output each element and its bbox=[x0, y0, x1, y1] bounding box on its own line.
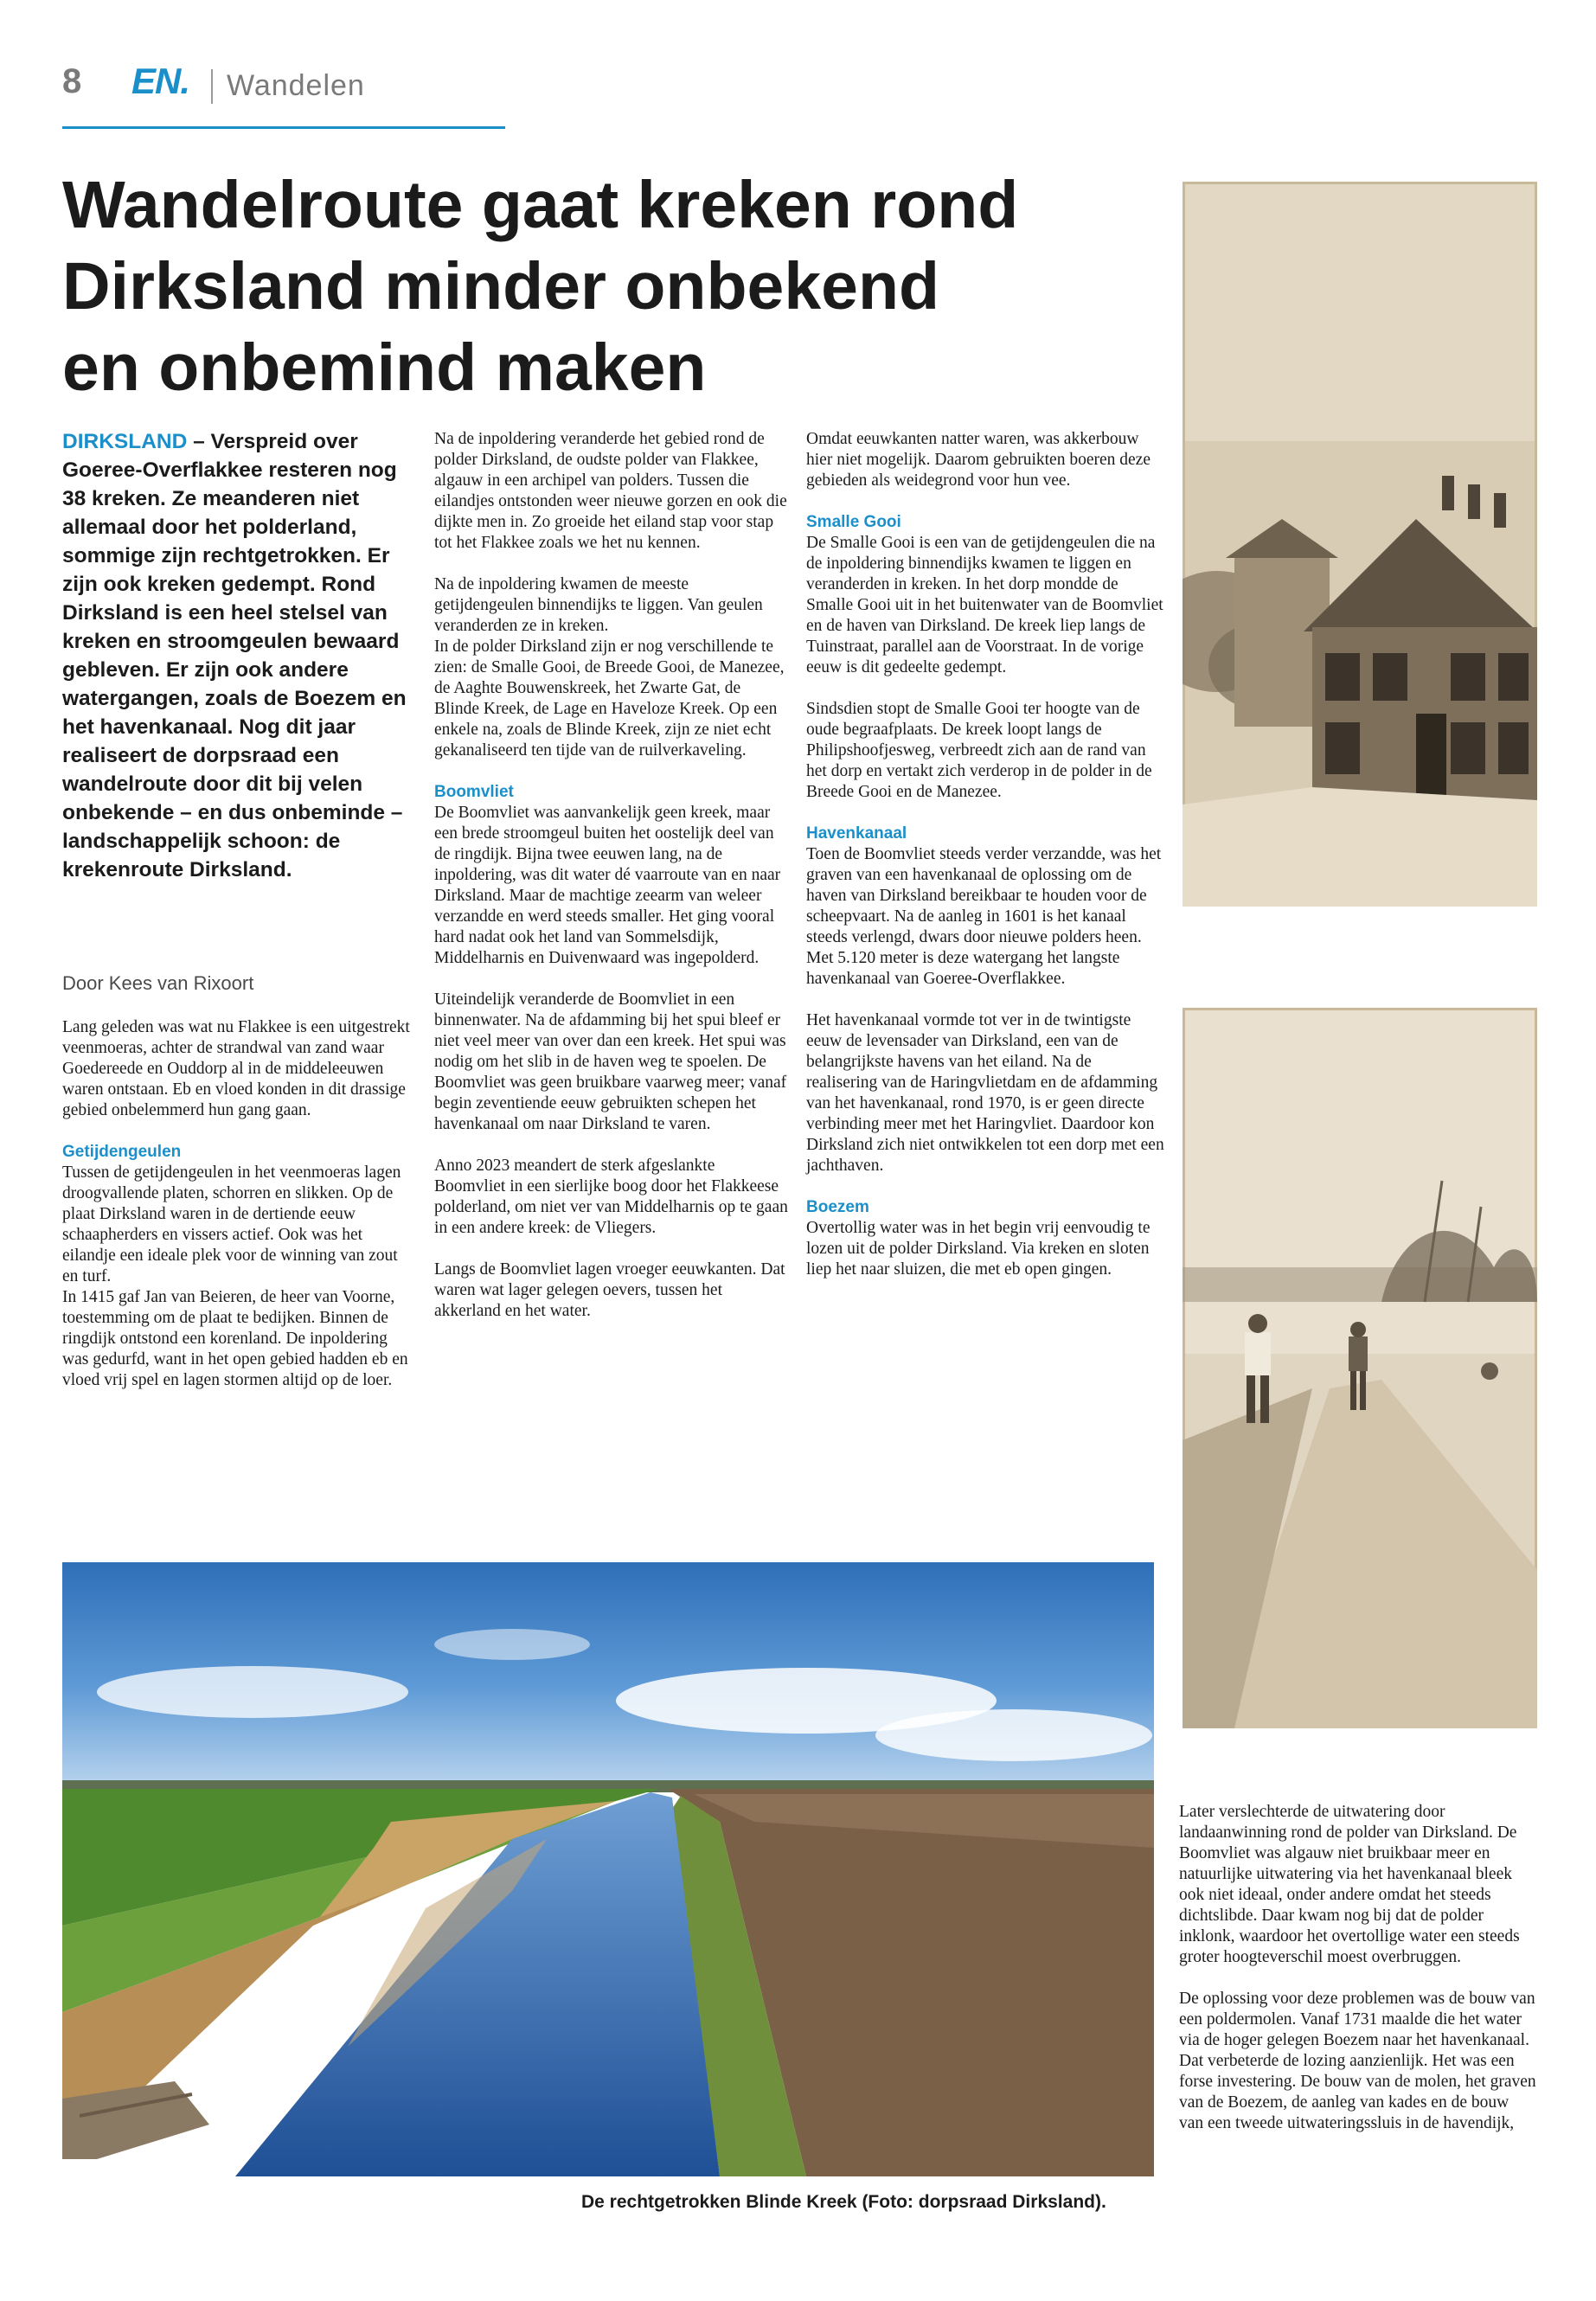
subheading-havenkanaal: Havenkanaal bbox=[806, 824, 907, 843]
newspaper-logo: EN. bbox=[131, 61, 190, 101]
subheading-getijdengeulen: Getijdengeulen bbox=[62, 1143, 182, 1161]
paragraph: Later verslechterde de uitwatering door landaanwinning rond de polder van Dirksland. De Boomvliet was algauw niet bruikbaar meer en natuurlijke uitwatering via het havenkanaal bleek ook niet ideaal, onder andere omdat het steeds dichtslibde. Daar kwam nog bij dat de polder inklonk, waardoor het overtollige water een steeds groter hoogteverschil moest overbruggen. bbox=[1179, 1803, 1520, 1966]
paragraph: Lang geleden was wat nu Flakkee is een uitgestrekt veenmoeras, achter de strandwal van zand waar Goedereede en Ouddorp al in de middeleeuwen waren ontstaan. Eb en vloed konden in dit drassige gebied onbelemmerd hun gang gaan. bbox=[62, 1018, 410, 1119]
column-4 bbox=[1179, 1802, 1537, 2155]
page-number: 8 bbox=[62, 62, 82, 100]
column-2 bbox=[434, 429, 789, 1343]
paragraph: Na de inpoldering veranderde het gebied rond de polder Dirksland, de oudste polder van Flakkee, algauw in een archipel van polders. Tussen die eilandjes ontstonden weer nieuwe gorzen en ook die dijkte men in. Zo groeide het eiland stap voor stap tot het Flakkee zoals we het nu kennen. bbox=[434, 430, 787, 552]
paragraph: De oplossing voor deze problemen was de bouw van een poldermolen. Vanaf 1731 maalde die het water via de hoger gelegen Boezem naar het havenkanaal. Dat verbeterde de lozing aanzienlijk. Het was een forse investering. De bouw van de molen, het graven van de Boezem, de aanleg van kades en de bouw van een tweede uitwateringssluis in de havendijk, bbox=[1179, 1990, 1536, 2132]
article-lede bbox=[62, 427, 417, 884]
paragraph: Anno 2023 meandert de sterk afgeslankte Boomvliet in een sierlijke boog door het Flakkeese polderland, om niet ver van Middelharnis op te gaan in een andere kreek: de Vliegers. bbox=[434, 1157, 788, 1237]
subheading-boomvliet: Boomvliet bbox=[434, 783, 514, 801]
byline: Door Kees van Rixoort bbox=[62, 972, 254, 994]
article-headline bbox=[62, 164, 1170, 408]
historic-photo-house bbox=[1183, 182, 1537, 907]
paragraph: In 1415 gaf Jan van Beieren, de heer van Voorne, toestemming om de plaat te bedijken. Binnen de ringdijk ontstond een korenland. De inpoldering was gedurfd, want in het open gebied hadden eb en vloed vrij spel en lagen stormen altijd op de loer. bbox=[62, 1288, 408, 1389]
paragraph: Na de inpoldering kwamen de meeste getijdengeulen binnendijks te liggen. Van geulen veranderden ze in kreken. bbox=[434, 575, 763, 635]
paragraph: Sindsdien stopt de Smalle Gooi ter hoogte van de oude begraafplaats. De kreek loopt langs de Philipshoofjesweg, verbreedt zich aan de rand van het dorp en vertakt zich verderop in de polder in de Breede Gooi en de Manezee. bbox=[806, 700, 1152, 801]
paragraph: In de polder Dirksland zijn er nog verschillende te zien: de Smalle Gooi, de Breede Gooi, de Manezee, de Aaghte Bouwenskreek, het Zwarte Gat, de Blinde Kreek, de Lage en Haveloze Kreek. Op een enkele na, zoals de Blinde Kreek, zijn ze niet echt gekanaliseerd ten tijde van de ruilverkaveling. bbox=[434, 638, 785, 760]
headline-line-2: Dirksland minder onbekend bbox=[62, 249, 940, 324]
dateline: DIRKSLAND bbox=[62, 430, 188, 453]
header-separator bbox=[211, 69, 213, 104]
paragraph: Langs de Boomvliet lagen vroeger eeuwkanten. Dat waren wat lager gelegen oevers, tussen het akkerland en het water. bbox=[434, 1260, 785, 1320]
column-3 bbox=[806, 429, 1166, 1301]
photo-blinde-kreek bbox=[62, 1562, 1154, 2176]
headline-line-1: Wandelroute gaat kreken rond bbox=[62, 168, 1019, 242]
photo-caption: De rechtgetrokken Blinde Kreek (Foto: dorpsraad Dirksland). bbox=[581, 2192, 1106, 2212]
subheading-boezem: Boezem bbox=[806, 1198, 869, 1216]
paragraph: Overtollig water was in het begin vrij eenvoudig te lozen uit de polder Dirksland. Via kreken en sloten liep het naar sluizen, die met eb open gingen. bbox=[806, 1219, 1151, 1279]
paragraph: De Boomvliet was aanvankelijk geen kreek, maar een brede stroomgeul buiten het oostelijk deel van de ringdijk. Bijna twee eeuwen lang, na de inpoldering, was dit water dé vaarroute van en naar Dirksland. Maar de machtige zeearm van weleer verzandde en werd steeds smaller. Het ging vooral hard nadat ook het land van Sommelsdijk, Middelharnis en Duivenwaard was ingepolderd. bbox=[434, 804, 781, 967]
headline-line-3: en onbemind maken bbox=[62, 330, 707, 405]
column-1 bbox=[62, 1017, 417, 1412]
lede-text: – Verspreid over Goeree-Overflakkee resteren nog 38 kreken. Ze meanderen niet allemaal door het polderland, sommige zijn rechtgetrokken. Er zijn ook kreken gedempt. Rond Dirksland is een heel stelsel van kreken en stroomgeulen bewaard gebleven. Er zijn ook andere watergangen, zoals de Boezem en het havenkanaal. Nog dit jaar realiseert de dorpsraad een wandelroute door dit bij velen onbekende – en dus onbeminde – landschappelijk schoon: de krekenroute Dirksland. bbox=[62, 430, 407, 881]
paragraph: De Smalle Gooi is een van de getijdengeulen die na de inpoldering binnendijks kwamen te liggen en veranderden in kreken. In het dorp mondde de Smalle Gooi uit in het buitenwater van de Boomvliet en de haven van Dirksland. De kreek liep langs de Tuinstraat, parallel aan de Voorstraat. In de vorige eeuw is dit gedeelte gedempt. bbox=[806, 534, 1163, 676]
historic-photo-road bbox=[1183, 1008, 1537, 1728]
header-rule bbox=[62, 126, 505, 129]
paragraph: Uiteindelijk veranderde de Boomvliet in een binnenwater. Na de afdamming bij het spui bleef er niet veel meer van over dan een kreek. Het spui was nodig om het slib in de haven weg te spoelen. De Boomvliet was geen bruikbare vaarweg meer; vanaf begin zeventiende eeuw gebruikten schepen het havenkanaal om naar Dirksland te varen. bbox=[434, 990, 787, 1133]
paragraph: Toen de Boomvliet steeds verder verzandde, was het graven van een havenkanaal de oplossing om de haven van Dirksland bereikbaar te houden voor de scheepvaart. Na de aanleg in 1601 is het kanaal steeds verlengd, dwars door nieuwe polders heen. Met 5.120 meter is deze watergang het langste havenkanaal van Goeree-Overflakkee. bbox=[806, 845, 1162, 988]
paragraph: Tussen de getijdengeulen in het veenmoeras lagen droogvallende platen, schorren en slikken. Op de plaat Dirksland waren in de dertiende eeuw schaapherders en vissers actief. Ook was het eilandje een ideale plek voor de winning van zout en turf. bbox=[62, 1163, 401, 1285]
section-label: Wandelen bbox=[227, 69, 365, 102]
subheading-smalle-gooi: Smalle Gooi bbox=[806, 513, 901, 531]
paragraph: Het havenkanaal vormde tot ver in de twintigste eeuw de levensader van Dirksland, een van de belangrijkste havens van het eiland. Na de realisering van de Haringvlietdam en de afdamming van het havenkanaal, rond 1970, is er geen directe verbinding meer met het Haringvliet. Daardoor kon Dirksland zich niet ontwikkelen tot een dorp met een jachthaven. bbox=[806, 1011, 1164, 1175]
paragraph: Omdat eeuwkanten natter waren, was akkerbouw hier niet mogelijk. Daarom gebruikten boeren deze gebieden als weidegrond voor hun vee. bbox=[806, 430, 1151, 490]
